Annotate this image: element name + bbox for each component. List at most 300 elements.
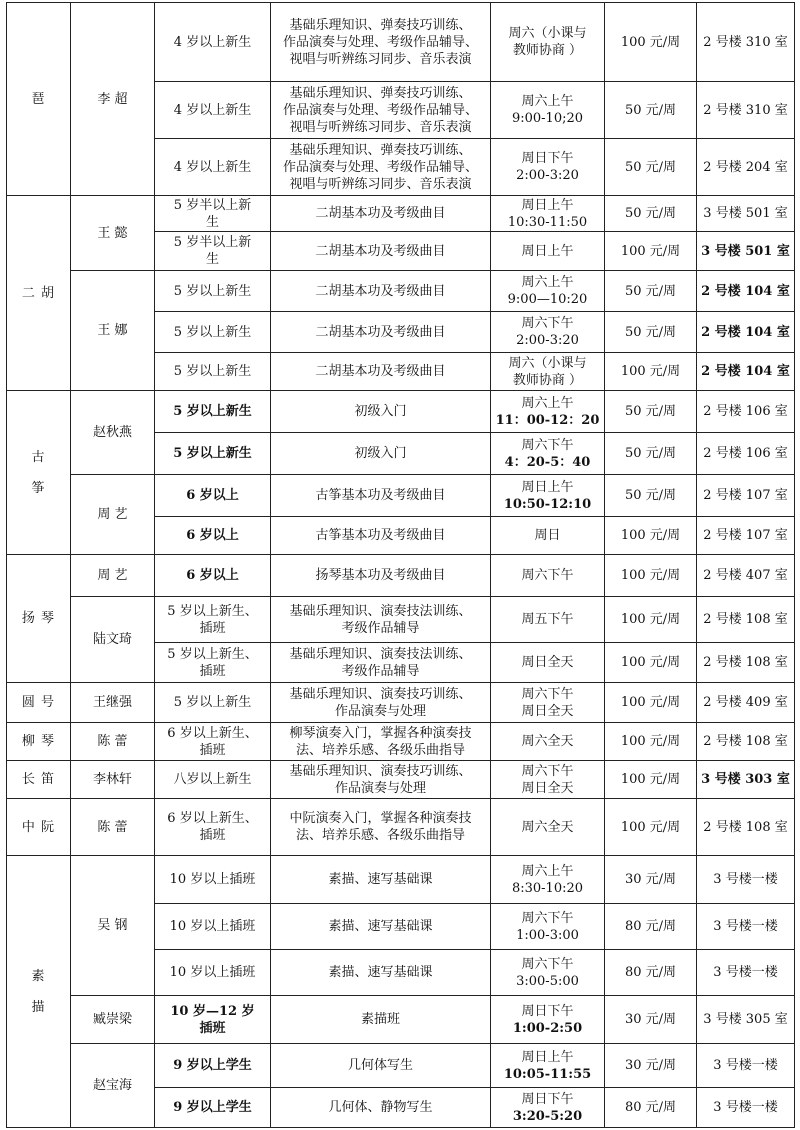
cell-line: 5 岁以上新生 (173, 446, 252, 461)
tuition-fee: 50 元/周 (605, 475, 697, 517)
class-time (491, 904, 605, 950)
class-time (491, 856, 605, 904)
teacher-name (71, 996, 155, 1044)
instrument-category (7, 723, 71, 761)
classroom-location: 2 号楼 106 室 (697, 433, 795, 475)
class-time (491, 433, 605, 475)
cell-line: 3:20-5:20 (512, 1108, 583, 1124)
age-requirement (155, 232, 271, 271)
table-row (7, 723, 795, 761)
course-content (271, 312, 491, 353)
classroom-location: 2 号楼 106 室 (697, 391, 795, 433)
cell-line: 几何体、静物写生 (328, 1100, 433, 1115)
table-row (7, 391, 795, 433)
cell-line: 5 岁以上新生、 (167, 646, 258, 662)
cell-line: 6 岁以上新生、 (167, 725, 258, 741)
cell-line: 周六上午 (521, 94, 574, 109)
course-content (271, 904, 491, 950)
instrument-category (7, 391, 71, 555)
class-time (491, 3, 605, 82)
course-content (271, 643, 491, 683)
cell-line: 法、培养乐感、各级乐曲指导 (295, 828, 465, 843)
class-time (491, 761, 605, 799)
cell-line: 教师协商 ） (512, 43, 583, 58)
cell-line: 陆文琦 (92, 632, 132, 647)
cell-line: 八岁以上新生 (173, 772, 252, 787)
cell-line: 周日上午 (521, 243, 574, 259)
cell-line: 5 岁半以上新 (173, 235, 252, 250)
cell-line: 1:00-2:50 (512, 1020, 583, 1036)
classroom-location: 3 号楼 501 室 (697, 196, 795, 232)
classroom-location: 3 号楼一楼 (697, 1088, 795, 1128)
course-content (271, 82, 491, 139)
cell-line: 二胡基本功及考级曲目 (315, 364, 446, 379)
cell-line: 赵秋燕 (92, 425, 132, 440)
classroom-location: 2 号楼 104 室 (697, 271, 795, 312)
tuition-fee: 100 元/周 (605, 723, 697, 761)
cell-line: 插班 (199, 663, 226, 679)
cell-line: 王 娜 (97, 323, 128, 338)
classroom-location: 2 号楼 108 室 (697, 723, 795, 761)
cell-line: 5 岁以上新生 (173, 695, 252, 710)
cell-line: 周五下午 (521, 612, 574, 627)
age-requirement (155, 950, 271, 996)
cell-line: 周日上午 (521, 197, 574, 213)
cell-line: 10 岁—12 岁 (170, 1003, 255, 1019)
cell-line: 赵宝海 (92, 1078, 132, 1093)
tuition-fee: 100 元/周 (605, 683, 697, 723)
class-time (491, 232, 605, 271)
cell-line: 10 岁以上插班 (169, 919, 256, 934)
cell-line: 二胡基本功及考级曲目 (315, 283, 446, 299)
cell-line: 作品演奏与处理 (334, 780, 426, 796)
cell-line: 素 (31, 968, 46, 984)
cell-line: 周六上午 (521, 395, 574, 411)
classroom-location: 2 号楼 407 室 (697, 555, 795, 597)
course-content (271, 1044, 491, 1088)
class-time (491, 312, 605, 353)
cell-line: 初级入门 (354, 404, 407, 419)
cell-line: 4 岁以上新生 (173, 159, 252, 175)
teacher-name (71, 723, 155, 761)
course-content (271, 856, 491, 904)
tuition-fee: 100 元/周 (605, 555, 697, 597)
instrument-category (7, 196, 71, 391)
cell-line: 二 胡 (21, 285, 56, 301)
class-time (491, 391, 605, 433)
cell-line: 插班 (199, 620, 226, 636)
tuition-fee: 50 元/周 (605, 433, 697, 475)
age-requirement (155, 271, 271, 312)
cell-line: 陈 蕾 (97, 734, 128, 749)
cell-line: 周日全天 (521, 703, 574, 719)
instrument-category (7, 856, 71, 1128)
age-requirement (155, 761, 271, 799)
cell-line: 几何体写生 (347, 1058, 413, 1073)
teacher-name (71, 3, 155, 196)
schedule-body (7, 3, 795, 1128)
course-content (271, 139, 491, 196)
class-time (491, 139, 605, 196)
table-row (7, 3, 795, 82)
table-row (7, 555, 795, 597)
class-time (491, 1088, 605, 1128)
class-time (491, 996, 605, 1044)
teacher-name (71, 555, 155, 597)
course-content (271, 555, 491, 597)
cell-line: 素描、速写基础课 (328, 965, 433, 980)
classroom-location: 2 号楼 104 室 (697, 353, 795, 391)
cell-line: 素描班 (360, 1012, 400, 1027)
teacher-name (71, 196, 155, 271)
course-content (271, 353, 491, 391)
cell-line: 1:00-3:00 (516, 927, 579, 943)
age-requirement (155, 904, 271, 950)
tuition-fee: 100 元/周 (605, 799, 697, 856)
cell-line: 周六上午 (521, 275, 574, 290)
cell-line: 臧崇梁 (92, 1012, 132, 1027)
cell-line: 周六（小课与 (508, 355, 587, 371)
teacher-name (71, 761, 155, 799)
cell-line: 作品演奏与处理、考级作品辅导、 (282, 34, 478, 50)
course-content (271, 3, 491, 82)
classroom-location: 2 号楼 310 室 (697, 82, 795, 139)
cell-line: 生 (205, 214, 219, 230)
course-content (271, 683, 491, 723)
age-requirement (155, 517, 271, 555)
cell-line: 4：20-5：40 (504, 454, 591, 470)
age-requirement (155, 683, 271, 723)
cell-line: 初级入门 (354, 446, 407, 461)
age-requirement (155, 139, 271, 196)
class-time (491, 475, 605, 517)
cell-line: 周六下午 (521, 763, 574, 779)
cell-line: 素描、速写基础课 (328, 919, 433, 934)
cell-line: 吴 钢 (97, 918, 128, 933)
cell-line: 9:00—10:20 (507, 292, 588, 307)
cell-line: 周六上午 (521, 863, 574, 879)
instrument-category (7, 799, 71, 856)
classroom-location: 3 号楼 501 室 (697, 232, 795, 271)
cell-line: 周六（小课与 (508, 26, 587, 41)
cell-line: 5 岁以上新生 (173, 364, 252, 379)
class-time (491, 353, 605, 391)
course-content (271, 475, 491, 517)
cell-line: 5 岁以上新生 (173, 283, 252, 299)
cell-line: 周六下午 (521, 316, 574, 331)
tuition-fee: 30 元/周 (605, 996, 697, 1044)
cell-line: 周日 (534, 528, 561, 543)
tuition-fee: 50 元/周 (605, 391, 697, 433)
teacher-name (71, 391, 155, 475)
cell-line: 周六下午 (521, 686, 574, 702)
cell-line: 古 (31, 449, 46, 465)
instrument-category (7, 3, 71, 196)
age-requirement (155, 1088, 271, 1128)
table-row (7, 856, 795, 904)
class-time (491, 683, 605, 723)
cell-line: 二胡基本功及考级曲目 (315, 243, 446, 259)
age-requirement (155, 391, 271, 433)
cell-line: 基础乐理知识、弹奏技巧训练、 (289, 142, 472, 158)
tuition-fee: 100 元/周 (605, 517, 697, 555)
tuition-fee: 100 元/周 (605, 643, 697, 683)
class-time (491, 82, 605, 139)
cell-line: 王继强 (92, 695, 132, 710)
cell-line: 视唱与听辨练习同步、音乐表演 (289, 176, 472, 192)
cell-line: 周六全天 (521, 819, 574, 835)
cell-line: 5 岁以上新生、 (167, 603, 258, 619)
age-requirement (155, 1044, 271, 1088)
classroom-location: 2 号楼 107 室 (697, 475, 795, 517)
table-row (7, 196, 795, 232)
cell-line: 周六下午 (521, 437, 574, 453)
tuition-fee: 80 元/周 (605, 1088, 697, 1128)
course-content (271, 271, 491, 312)
classroom-location: 2 号楼 107 室 (697, 517, 795, 555)
cell-line: 中阮演奏入门，掌握各种演奏技 (289, 811, 472, 826)
table-row (7, 761, 795, 799)
cell-line: 插班 (199, 828, 226, 843)
table-row (7, 475, 795, 517)
cell-line: 古筝基本功及考级曲目 (315, 488, 446, 503)
age-requirement (155, 856, 271, 904)
age-requirement (155, 475, 271, 517)
age-requirement (155, 723, 271, 761)
course-content (271, 723, 491, 761)
course-content (271, 799, 491, 856)
table-row (7, 996, 795, 1044)
cell-line: 周日下午 (521, 151, 574, 166)
classroom-location: 3 号楼 305 室 (697, 996, 795, 1044)
cell-line: 9 岁以上学生 (173, 1058, 252, 1073)
cell-line: 柳 琴 (21, 734, 56, 749)
classroom-location: 2 号楼 204 室 (697, 139, 795, 196)
age-requirement (155, 433, 271, 475)
cell-line: 考级作品辅导 (341, 663, 420, 679)
cell-line: 10:50-12:10 (503, 496, 592, 512)
cell-line: 周日全天 (521, 655, 574, 670)
cell-line: 琶 (31, 91, 46, 107)
classroom-location: 3 号楼 303 室 (697, 761, 795, 799)
class-time (491, 723, 605, 761)
cell-line: 周 艺 (97, 507, 128, 522)
cell-line: 二胡基本功及考级曲目 (315, 206, 446, 221)
tuition-fee: 50 元/周 (605, 82, 697, 139)
cell-line: 周六下午 (521, 568, 574, 583)
cell-line: 周日上午 (521, 479, 574, 495)
cell-line: 3:00-5:00 (516, 973, 579, 989)
cell-line: 柳琴演奏入门，掌握各种演奏技 (289, 725, 472, 741)
course-content (271, 517, 491, 555)
tuition-fee: 100 元/周 (605, 597, 697, 643)
age-requirement (155, 196, 271, 232)
cell-line: 筝 (31, 480, 46, 496)
cell-line: 周日全天 (521, 780, 574, 796)
cell-line: 4 岁以上新生 (173, 102, 252, 118)
table-row (7, 683, 795, 723)
tuition-fee: 100 元/周 (605, 761, 697, 799)
classroom-location: 3 号楼一楼 (697, 856, 795, 904)
course-schedule-table (6, 2, 795, 1128)
course-content (271, 996, 491, 1044)
age-requirement (155, 3, 271, 82)
cell-line: 考级作品辅导 (341, 620, 420, 636)
tuition-fee: 50 元/周 (605, 139, 697, 196)
course-content (271, 196, 491, 232)
class-time (491, 555, 605, 597)
cell-line: 圆 号 (21, 695, 56, 710)
cell-line: 周 艺 (97, 568, 128, 583)
age-requirement (155, 643, 271, 683)
tuition-fee: 50 元/周 (605, 196, 697, 232)
cell-line: 教师协商 ） (512, 372, 583, 388)
course-content (271, 1088, 491, 1128)
tuition-fee: 100 元/周 (605, 353, 697, 391)
cell-line: 6 岁以上 (186, 568, 239, 583)
cell-line: 10:30-11:50 (507, 214, 588, 230)
cell-line: 基础乐理知识、演奏技法训练、 (289, 646, 472, 662)
instrument-category (7, 555, 71, 683)
cell-line: 视唱与听辨练习同步、音乐表演 (289, 51, 472, 67)
cell-line: 长 笛 (21, 772, 56, 787)
cell-line: 2:00-3:20 (516, 333, 579, 348)
cell-line: 基础乐理知识、弹奏技巧训练、 (289, 85, 472, 101)
classroom-location: 2 号楼 108 室 (697, 799, 795, 856)
classroom-location: 2 号楼 108 室 (697, 597, 795, 643)
cell-line: 作品演奏与处理 (334, 703, 426, 719)
cell-line: 4 岁以上新生 (173, 34, 252, 50)
course-content (271, 950, 491, 996)
cell-line: 11：00-12：20 (495, 412, 600, 428)
age-requirement (155, 597, 271, 643)
cell-line: 视唱与听辨练习同步、音乐表演 (289, 119, 472, 135)
tuition-fee: 50 元/周 (605, 271, 697, 312)
cell-line: 描 (31, 999, 46, 1015)
age-requirement (155, 799, 271, 856)
teacher-name (71, 475, 155, 555)
tuition-fee: 100 元/周 (605, 232, 697, 271)
age-requirement (155, 82, 271, 139)
classroom-location: 2 号楼 104 室 (697, 312, 795, 353)
teacher-name (71, 597, 155, 683)
cell-line: 二胡基本功及考级曲目 (315, 324, 446, 340)
cell-line: 6 岁以上新生、 (167, 811, 258, 826)
cell-line: 作品演奏与处理、考级作品辅导、 (282, 102, 478, 118)
classroom-location: 3 号楼一楼 (697, 904, 795, 950)
cell-line: 5 岁以上新生 (173, 404, 252, 419)
cell-line: 李 超 (97, 91, 128, 107)
cell-line: 基础乐理知识、演奏技法训练、 (289, 603, 472, 619)
course-content (271, 433, 491, 475)
cell-line: 6 岁以上 (186, 528, 239, 543)
tuition-fee: 80 元/周 (605, 950, 697, 996)
cell-line: 中 阮 (21, 819, 56, 835)
course-content (271, 232, 491, 271)
cell-line: 插班 (199, 742, 226, 758)
cell-line: 9:00-10;20 (511, 111, 584, 126)
age-requirement (155, 996, 271, 1044)
class-time (491, 196, 605, 232)
class-time (491, 950, 605, 996)
cell-line: 9 岁以上学生 (173, 1100, 252, 1115)
tuition-fee: 30 元/周 (605, 856, 697, 904)
age-requirement (155, 312, 271, 353)
cell-line: 10:05-11:55 (503, 1066, 592, 1082)
course-content (271, 761, 491, 799)
cell-line: 基础乐理知识、演奏技巧训练、 (289, 763, 472, 779)
cell-line: 2:00-3:20 (516, 168, 579, 183)
cell-line: 5 岁以上新生 (173, 324, 252, 340)
cell-line: 李林轩 (92, 772, 132, 787)
instrument-category (7, 683, 71, 723)
instrument-category (7, 761, 71, 799)
classroom-location: 3 号楼一楼 (697, 950, 795, 996)
cell-line: 法、培养乐感、各级乐曲指导 (295, 742, 465, 758)
cell-line: 10 岁以上插班 (169, 872, 256, 887)
cell-line: 8:30-10:20 (511, 880, 584, 896)
class-time (491, 597, 605, 643)
classroom-location: 2 号楼 108 室 (697, 643, 795, 683)
class-time (491, 1044, 605, 1088)
cell-line: 扬琴基本功及考级曲目 (315, 568, 446, 583)
cell-line: 古筝基本功及考级曲目 (315, 528, 446, 543)
age-requirement (155, 555, 271, 597)
course-content (271, 597, 491, 643)
teacher-name (71, 1044, 155, 1128)
classroom-location: 2 号楼 409 室 (697, 683, 795, 723)
tuition-fee: 80 元/周 (605, 904, 697, 950)
age-requirement (155, 353, 271, 391)
course-content (271, 391, 491, 433)
table-row (7, 1044, 795, 1088)
cell-line: 周日下午 (521, 1091, 574, 1107)
cell-line: 基础乐理知识、弹奏技巧训练、 (289, 17, 472, 33)
cell-line: 10 岁以上插班 (169, 965, 256, 980)
teacher-name (71, 271, 155, 391)
tuition-fee: 30 元/周 (605, 1044, 697, 1088)
cell-line: 周六下午 (521, 956, 574, 972)
cell-line: 周日下午 (521, 1003, 574, 1019)
cell-line: 周六全天 (521, 734, 574, 749)
teacher-name (71, 683, 155, 723)
tuition-fee: 50 元/周 (605, 312, 697, 353)
cell-line: 6 岁以上 (186, 488, 239, 503)
classroom-location: 2 号楼 310 室 (697, 3, 795, 82)
cell-line: 生 (205, 252, 219, 267)
cell-line: 扬 琴 (21, 611, 56, 626)
cell-line: 5 岁半以上新 (173, 197, 252, 213)
tuition-fee: 100 元/周 (605, 3, 697, 82)
cell-line: 周六下午 (521, 910, 574, 926)
cell-line: 陈 蕾 (97, 819, 128, 835)
cell-line: 基础乐理知识、演奏技巧训练、 (289, 686, 472, 702)
classroom-location: 3 号楼一楼 (697, 1044, 795, 1088)
cell-line: 素描、速写基础课 (328, 872, 433, 887)
table-row (7, 271, 795, 312)
class-time (491, 799, 605, 856)
cell-line: 周日上午 (521, 1049, 574, 1065)
cell-line: 王 懿 (97, 225, 128, 241)
cell-line: 插班 (199, 1020, 226, 1036)
class-time (491, 643, 605, 683)
teacher-name (71, 856, 155, 996)
teacher-name (71, 799, 155, 856)
table-row (7, 799, 795, 856)
cell-line: 作品演奏与处理、考级作品辅导、 (282, 159, 478, 175)
class-time (491, 517, 605, 555)
class-time (491, 271, 605, 312)
